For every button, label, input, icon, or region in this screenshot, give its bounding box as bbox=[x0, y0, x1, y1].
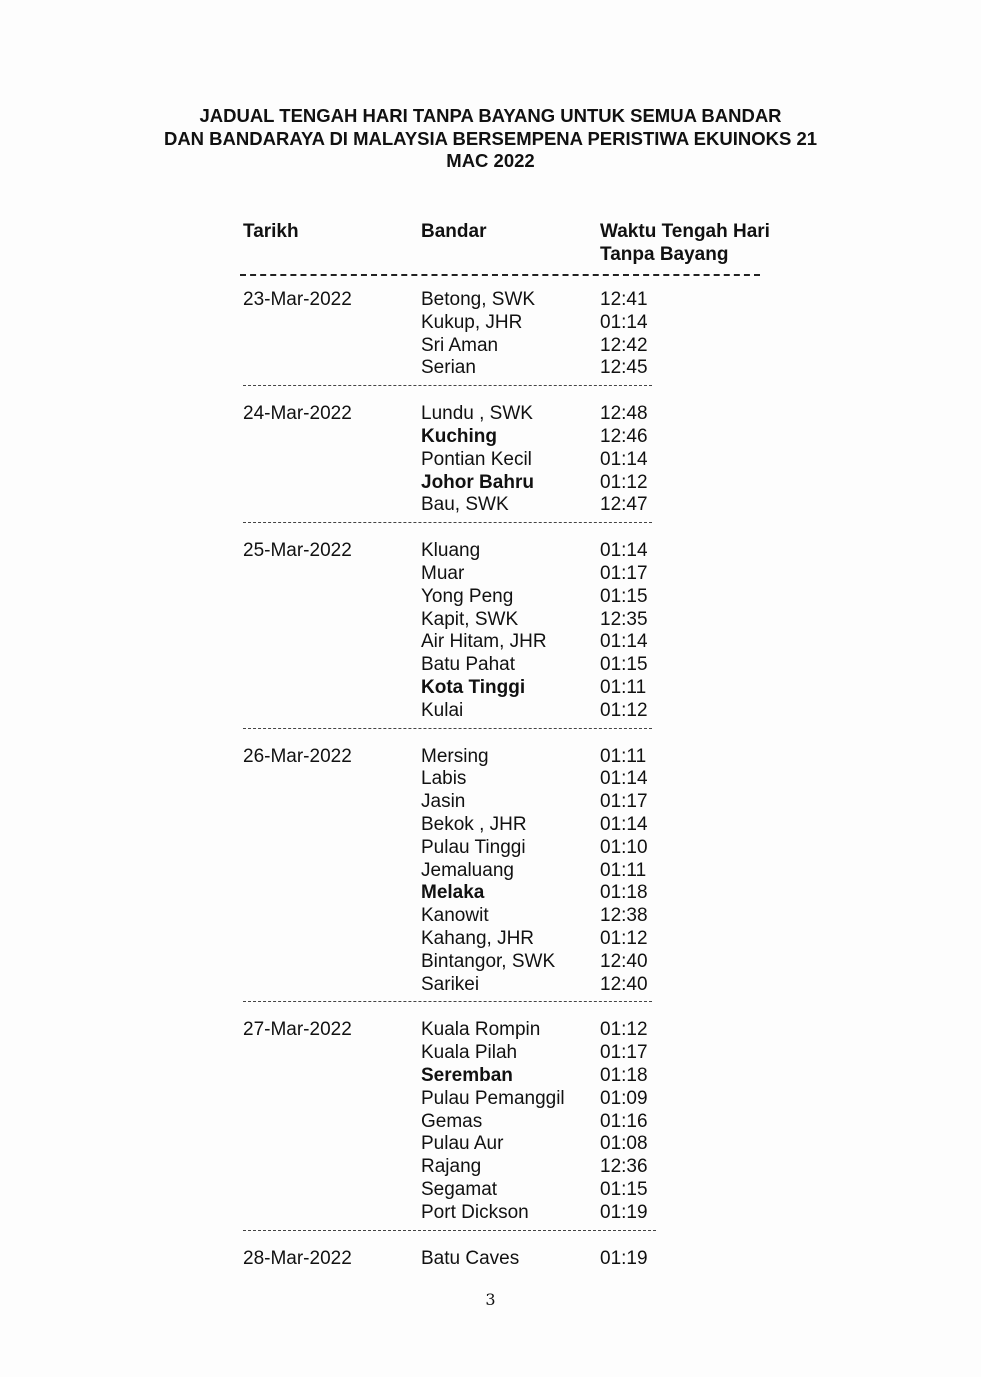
city-name: Sri Aman bbox=[421, 334, 499, 356]
noon-time: 12:48 bbox=[600, 403, 648, 425]
city-name: Kahang, JHR bbox=[421, 928, 535, 949]
noon-time: 01:18 bbox=[600, 882, 648, 904]
column-header-time-line1: Waktu Tengah Hari bbox=[600, 221, 770, 242]
city-name: Bintangor, SWK bbox=[421, 950, 556, 972]
column-header-city: Bandar bbox=[421, 221, 487, 242]
city-name: Bekok , JHR bbox=[421, 814, 527, 835]
noon-time: 12:47 bbox=[600, 494, 648, 516]
city-name: Lundu , SWK bbox=[421, 403, 533, 425]
noon-time: 01:14 bbox=[600, 768, 648, 790]
city-name: Port Dickson bbox=[421, 1201, 529, 1223]
noon-time: 01:15 bbox=[600, 1179, 648, 1200]
noon-time: 01:12 bbox=[600, 699, 648, 721]
noon-time: 12:36 bbox=[600, 1156, 648, 1178]
group-date: 23-Mar-2022 bbox=[243, 289, 352, 310]
city-name: Rajang bbox=[421, 1156, 482, 1178]
city-name: Kuala Rompin bbox=[421, 1019, 541, 1041]
noon-time: 01:17 bbox=[600, 791, 648, 813]
city-name: Pontian Kecil bbox=[421, 448, 532, 470]
group-divider bbox=[243, 385, 652, 386]
noon-time: 01:15 bbox=[600, 585, 648, 607]
title-line-1: JADUAL TENGAH HARI TANPA BAYANG UNTUK SEMUA BANDAR bbox=[199, 105, 782, 126]
city-name: Betong, SWK bbox=[421, 289, 536, 310]
noon-time: 01:09 bbox=[600, 1087, 648, 1109]
noon-time: 01:12 bbox=[600, 1019, 648, 1041]
city-name: Kota Tinggi bbox=[421, 677, 526, 698]
noon-time: 01:14 bbox=[600, 540, 648, 562]
noon-time: 01:11 bbox=[600, 677, 647, 698]
noon-time: 12:46 bbox=[600, 426, 648, 447]
city-name: Kluang bbox=[421, 540, 481, 562]
noon-time: 01:11 bbox=[600, 859, 647, 881]
group-divider bbox=[243, 1001, 652, 1002]
noon-time: 01:14 bbox=[600, 448, 648, 470]
group-divider bbox=[243, 728, 652, 729]
city-name: Pulau Pemanggil bbox=[421, 1087, 565, 1109]
city-name: Labis bbox=[421, 768, 467, 790]
noon-time: 01:14 bbox=[600, 814, 648, 835]
noon-time: 12:38 bbox=[600, 905, 648, 927]
city-name: Mersing bbox=[421, 745, 489, 767]
city-name: Pulau Tinggi bbox=[421, 836, 526, 858]
noon-time: 01:12 bbox=[600, 471, 648, 493]
city-name: Kukup, JHR bbox=[421, 311, 523, 333]
city-name: Muar bbox=[421, 563, 465, 584]
group-date: 27-Mar-2022 bbox=[243, 1019, 352, 1041]
noon-time: 12:41 bbox=[600, 289, 648, 310]
city-name: Pulau Aur bbox=[421, 1133, 504, 1155]
noon-time: 12:40 bbox=[600, 950, 648, 972]
city-name: Serian bbox=[421, 357, 476, 379]
group-divider bbox=[243, 1230, 656, 1231]
city-name: Jasin bbox=[421, 791, 466, 813]
city-name: Kulai bbox=[421, 699, 464, 721]
group-date: 24-Mar-2022 bbox=[243, 403, 352, 425]
noon-time: 01:08 bbox=[600, 1133, 648, 1155]
city-name: Seremban bbox=[421, 1065, 513, 1086]
column-header-time-line2: Tanpa Bayang bbox=[600, 244, 729, 265]
group-date: 25-Mar-2022 bbox=[243, 540, 352, 562]
noon-time: 01:19 bbox=[600, 1201, 648, 1223]
title-line-2: DAN BANDARAYA DI MALAYSIA BERSEMPENA PERISTIWA EKUINOKS 21 bbox=[163, 127, 818, 149]
title-line-3: MAC 2022 bbox=[446, 150, 535, 171]
city-name: Air Hitam, JHR bbox=[421, 631, 547, 653]
noon-time: 01:17 bbox=[600, 1042, 648, 1064]
noon-time: 01:11 bbox=[600, 745, 647, 767]
city-name: Kuala Pilah bbox=[421, 1042, 518, 1064]
city-name: Johor Bahru bbox=[421, 471, 534, 493]
city-name: Sarikei bbox=[421, 973, 480, 995]
header-divider bbox=[240, 274, 760, 276]
document-title bbox=[0, 105, 981, 173]
noon-time: 01:14 bbox=[600, 631, 648, 653]
city-name: Segamat bbox=[421, 1179, 498, 1200]
noon-time: 12:42 bbox=[600, 334, 648, 356]
city-name: Gemas bbox=[421, 1110, 483, 1132]
noon-time: 01:19 bbox=[600, 1247, 648, 1269]
city-name: Kapit, SWK bbox=[421, 608, 519, 630]
noon-time: 12:45 bbox=[600, 357, 648, 379]
noon-time: 01:14 bbox=[600, 311, 648, 333]
city-name: Jemaluang bbox=[421, 859, 514, 881]
noon-time: 12:35 bbox=[600, 608, 648, 630]
noon-time: 01:15 bbox=[600, 654, 648, 676]
city-name: Bau, SWK bbox=[421, 494, 509, 516]
column-header-date: Tarikh bbox=[243, 221, 299, 242]
city-name: Batu Caves bbox=[421, 1247, 520, 1269]
group-date: 26-Mar-2022 bbox=[243, 745, 352, 767]
noon-time: 01:17 bbox=[600, 563, 648, 584]
group-date: 28-Mar-2022 bbox=[243, 1247, 352, 1269]
city-name: Batu Pahat bbox=[421, 654, 516, 676]
noon-time: 01:12 bbox=[600, 928, 648, 949]
city-name: Melaka bbox=[421, 882, 485, 904]
page-number: 3 bbox=[485, 1290, 496, 1309]
noon-time: 01:10 bbox=[600, 836, 648, 858]
city-name: Yong Peng bbox=[421, 585, 514, 607]
noon-time: 01:16 bbox=[600, 1110, 648, 1132]
noon-time: 12:40 bbox=[600, 973, 648, 995]
group-divider bbox=[243, 522, 652, 523]
city-name: Kuching bbox=[421, 426, 497, 447]
noon-time: 01:18 bbox=[600, 1065, 648, 1086]
city-name: Kanowit bbox=[421, 905, 489, 927]
